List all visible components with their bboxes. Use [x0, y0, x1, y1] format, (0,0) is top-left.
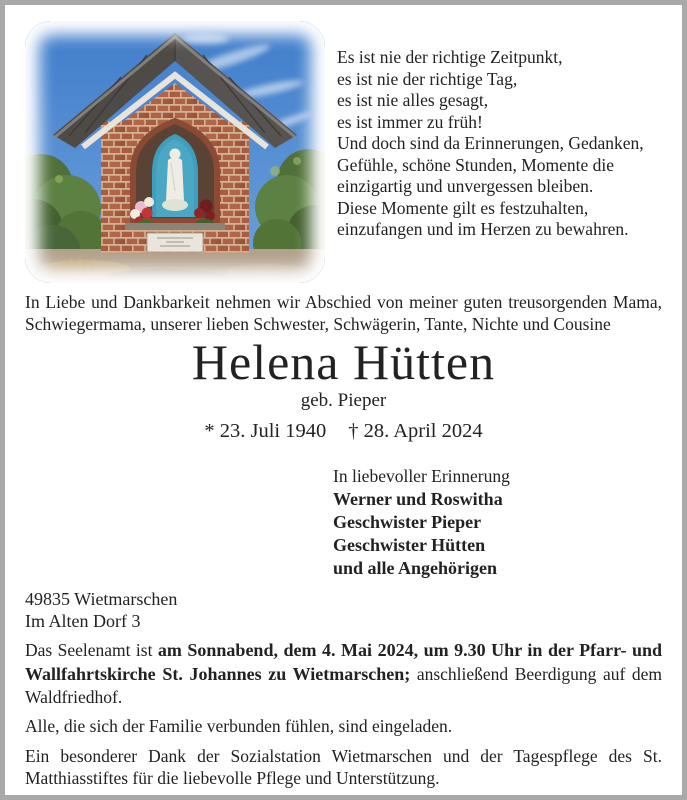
poem [337, 47, 644, 241]
poem-line: Und doch sind da Erinnerungen, Gedanken, [337, 133, 644, 153]
service-text-post: anschließend Beerdigung auf dem Waldfriedhof. [25, 663, 662, 707]
deceased-name: Helena Hütten [191, 334, 496, 390]
ground [25, 249, 325, 283]
farewell-intro: In Liebe und Dankbarkeit nehmen wir Abschied von meiner guten treusorgenden Mama, Schwiegermama, unserer lieben Schwester, Schwägerin, Tante, Nichte und Cousine [25, 292, 662, 334]
mourner-name: Geschwister Pieper [333, 512, 482, 532]
service-text-pre: Das Seelenamt ist [25, 640, 158, 660]
mourners-intro: In liebevoller Erinnerung [333, 466, 510, 486]
address-street: Im Alten Dorf 3 [25, 611, 141, 631]
maiden-name: geb. Pieper [300, 390, 387, 411]
poem-line: es ist nie alles gesagt, [337, 90, 489, 110]
poem-line: es ist nie der richtige Tag, [337, 68, 518, 89]
address-city: 49835 Wietmarschen [25, 589, 178, 609]
top-row [25, 17, 662, 283]
poem-line: Es ist nie der richtige Zeitpunkt, [337, 47, 563, 67]
service-text-bold: am Sonnabend, dem 4. Mai 2024, um 9.30 Uhr in der Pfarr- und Wallfahrtskirche St. Johannes zu Wietmarschen; [25, 640, 663, 684]
invitation-line: Alle, die sich der Familie verbunden fühlen, sind eingeladen. [25, 715, 453, 736]
chapel-photo-graphic [25, 21, 325, 283]
poem-line: einzigartig und unvergessen bleiben. [337, 176, 594, 196]
service-info [25, 639, 662, 710]
birth-date: * 23. Juli 1940 [204, 420, 327, 442]
address-block [25, 588, 662, 632]
chapel-photo [25, 21, 325, 283]
thanks-paragraph: Ein besonderer Dank der Sozialstation Wietmarschen und der Tagespflege des St. Matthiasstiftes für die liebevolle Pflege und Unterstützung. [25, 745, 662, 788]
poem-line: Diese Momente gilt es festzuhalten, [337, 197, 589, 218]
mourner-name: und alle Angehörigen [333, 558, 498, 578]
poem-line: Gefühle, schöne Stunden, Momente die [337, 154, 615, 175]
mourner-name: Werner und Roswitha [333, 489, 503, 509]
mourners-block [333, 465, 662, 580]
life-dates [25, 420, 662, 443]
death-date: † 28. April 2024 [348, 420, 483, 442]
mourner-name: Geschwister Hütten [333, 535, 486, 555]
poem-line: einzufangen und im Herzen zu bewahren. [337, 219, 629, 239]
poem-line: es ist immer zu früh! [337, 111, 483, 132]
